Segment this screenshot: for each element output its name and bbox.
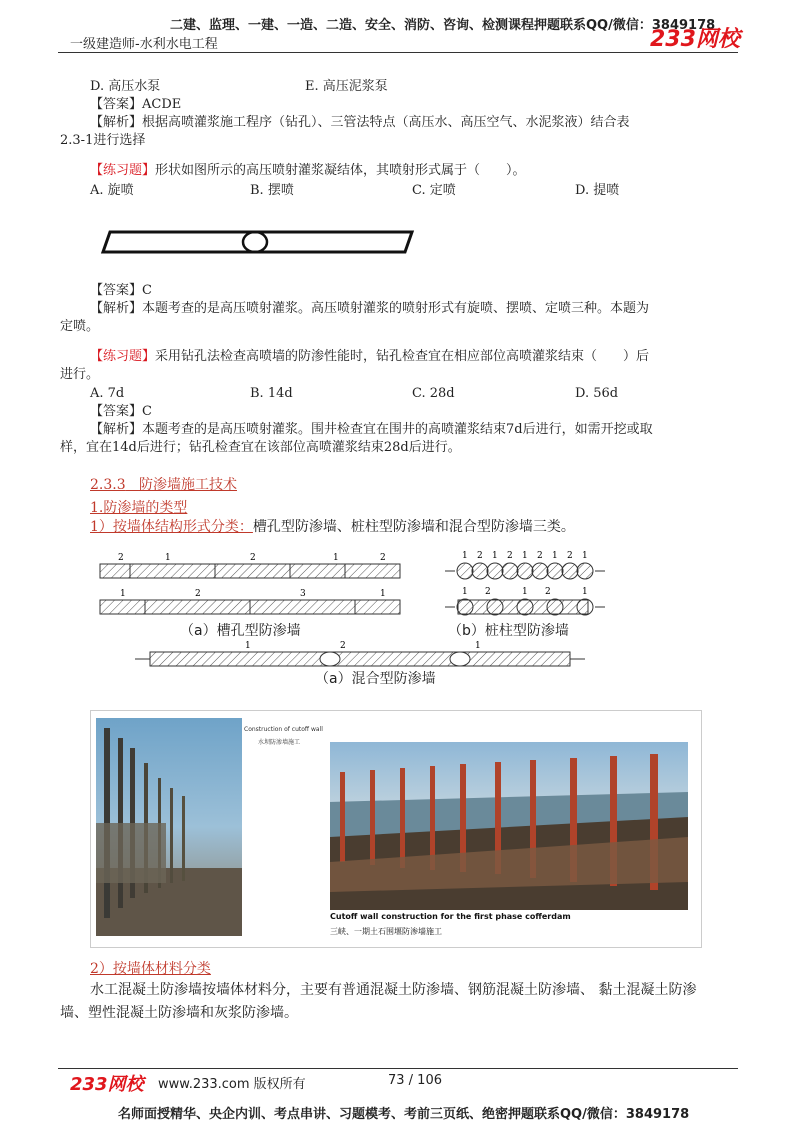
header-subject: 一级建造师-水利水电工程: [70, 37, 218, 52]
footer-rule: [58, 1068, 738, 1069]
slot-label: 2: [118, 553, 124, 563]
left-photo-caption-cn: 水坝防渗墙施工: [258, 739, 301, 746]
q1-explanation-2: 2.3-1进行选择: [60, 133, 146, 148]
caption-slot-type: （a）槽孔型防渗墙: [180, 623, 301, 639]
slot-label: 3: [300, 589, 306, 599]
q3-tag: 【练习题】: [90, 349, 156, 364]
mixed-label: 2: [340, 641, 346, 651]
q3-explanation-2: 样，宜在14d后进行；钻孔检查宜在该部位高喷灌浆结束28d后进行。: [60, 440, 461, 455]
pile-label: 1: [582, 551, 588, 561]
q1-option-e: E. 高压泥浆泵: [305, 79, 388, 94]
q2-explanation-2: 定喷。: [60, 319, 100, 334]
pile-label: 2: [567, 551, 573, 561]
pile-label: 1: [492, 551, 498, 561]
pile-label: 2: [507, 551, 513, 561]
pile-label: 2: [477, 551, 483, 561]
q3-option-b: B. 14d: [250, 386, 293, 401]
pile-label: 2: [545, 587, 551, 597]
subsection-material-label: 2）按墙体材料分类: [90, 961, 211, 977]
q2-answer: 【答案】C: [90, 283, 152, 298]
pile-label: 1: [522, 587, 528, 597]
q2-option-d: D. 提喷: [575, 183, 620, 198]
slot-label: 1: [120, 589, 126, 599]
q3-stem-1: 采用钻孔法检查高喷墙的防渗性能时，钻孔检查宜在相应部位高喷灌浆结束（ ）后: [155, 349, 650, 364]
material-paragraph-2: 墙、塑性混凝土防渗墙和灰浆防渗墙。: [60, 1005, 298, 1021]
footer-slogan: 名师面授精华、央企内训、考点串讲、习题模考、考前三页纸、绝密押题联系QQ/微信：3849178: [118, 1107, 690, 1122]
slot-label: 2: [250, 553, 256, 563]
caption-mixed-type: （a）混合型防渗墙: [315, 671, 436, 687]
mixed-label: 1: [245, 641, 251, 651]
fixed-jet-diagram: [100, 222, 415, 262]
caption-pile-type: （b）桩柱型防渗墙: [448, 623, 569, 639]
q1-option-d: D. 高压水泵: [90, 79, 161, 94]
right-construction-photo: [330, 742, 688, 910]
q2-option-c: C. 定喷: [412, 183, 456, 198]
header-contact: 二建、监理、一建、一造、二造、安全、消防、咨询、检测课程押题联系QQ/微信：3849178: [170, 18, 716, 33]
q3-option-a: A. 7d: [90, 386, 125, 401]
q2-explanation-1: 【解析】本题考查的是高压喷射灌浆。高压喷射灌浆的喷射形式有旋喷、摆喷、定喷三种。本题为: [90, 301, 650, 316]
page-number: 73 / 106: [388, 1073, 442, 1088]
q3-explanation-1: 【解析】本题考查的是高压喷射灌浆。围井检查宜在围井的高喷灌浆结束7d后进行，如需开挖或取: [90, 422, 653, 437]
q2-tag: 【练习题】: [90, 163, 156, 178]
q3-option-d: D. 56d: [575, 386, 619, 401]
subsection-structure-label: 1）按墙体结构形式分类：: [90, 519, 253, 535]
cutoff-wall-types-figure: [90, 548, 610, 688]
q2-option-b: B. 摆喷: [250, 183, 294, 198]
mixed-label: 1: [475, 641, 481, 651]
right-photo-caption-cn: 三峡、一期土石围堰防渗墙施工: [330, 927, 442, 936]
pile-label: 1: [582, 587, 588, 597]
section-title: 防渗墙施工技术: [138, 477, 237, 493]
q1-answer: 【答案】ACDE: [90, 97, 182, 112]
pile-label: 2: [537, 551, 543, 561]
left-construction-photo: [96, 718, 242, 936]
pile-label: 1: [522, 551, 528, 561]
footer-logo: 233网校: [70, 1074, 144, 1095]
left-photo-caption-en: Construction of cutoff wall: [244, 726, 323, 733]
pile-label: 2: [485, 587, 491, 597]
right-photo-caption-en: Cutoff wall construction for the first phase cofferdam: [330, 912, 571, 921]
q2-option-a: A. 旋喷: [90, 183, 134, 198]
material-paragraph-1: 水工混凝土防渗墙按墙体材料分，主要有普通混凝土防渗墙、钢筋混凝土防渗墙、 黏土混凝土防渗: [90, 982, 697, 998]
pile-label: 1: [552, 551, 558, 561]
slot-label: 2: [380, 553, 386, 563]
q1-explanation-1: 【解析】根据高喷灌浆施工程序（钻孔）、三管法特点（高压水、高压空气、水泥浆液）结合表: [90, 115, 630, 130]
q3-option-c: C. 28d: [412, 386, 455, 401]
header-logo: 233网校: [650, 27, 740, 52]
slot-label: 2: [195, 589, 201, 599]
slot-label: 1: [165, 553, 171, 563]
section-number: 2.3.3: [90, 477, 126, 493]
subsection-types: 1.防渗墙的类型: [90, 500, 188, 516]
slot-label: 1: [333, 553, 339, 563]
pile-label: 1: [462, 551, 468, 561]
slot-label: 1: [380, 589, 386, 599]
q2-stem: 形状如图所示的高压喷射灌浆凝结体，其喷射形式属于（ ）。: [155, 163, 526, 178]
header-rule: [58, 52, 738, 53]
pile-label: 1: [462, 587, 468, 597]
subsection-structure-text: 槽孔型防渗墙、桩柱型防渗墙和混合型防渗墙三类。: [252, 519, 575, 535]
q3-answer: 【答案】C: [90, 404, 152, 419]
q3-stem-2: 进行。: [60, 367, 100, 382]
footer-site: www.233.com 版权所有: [158, 1077, 306, 1092]
